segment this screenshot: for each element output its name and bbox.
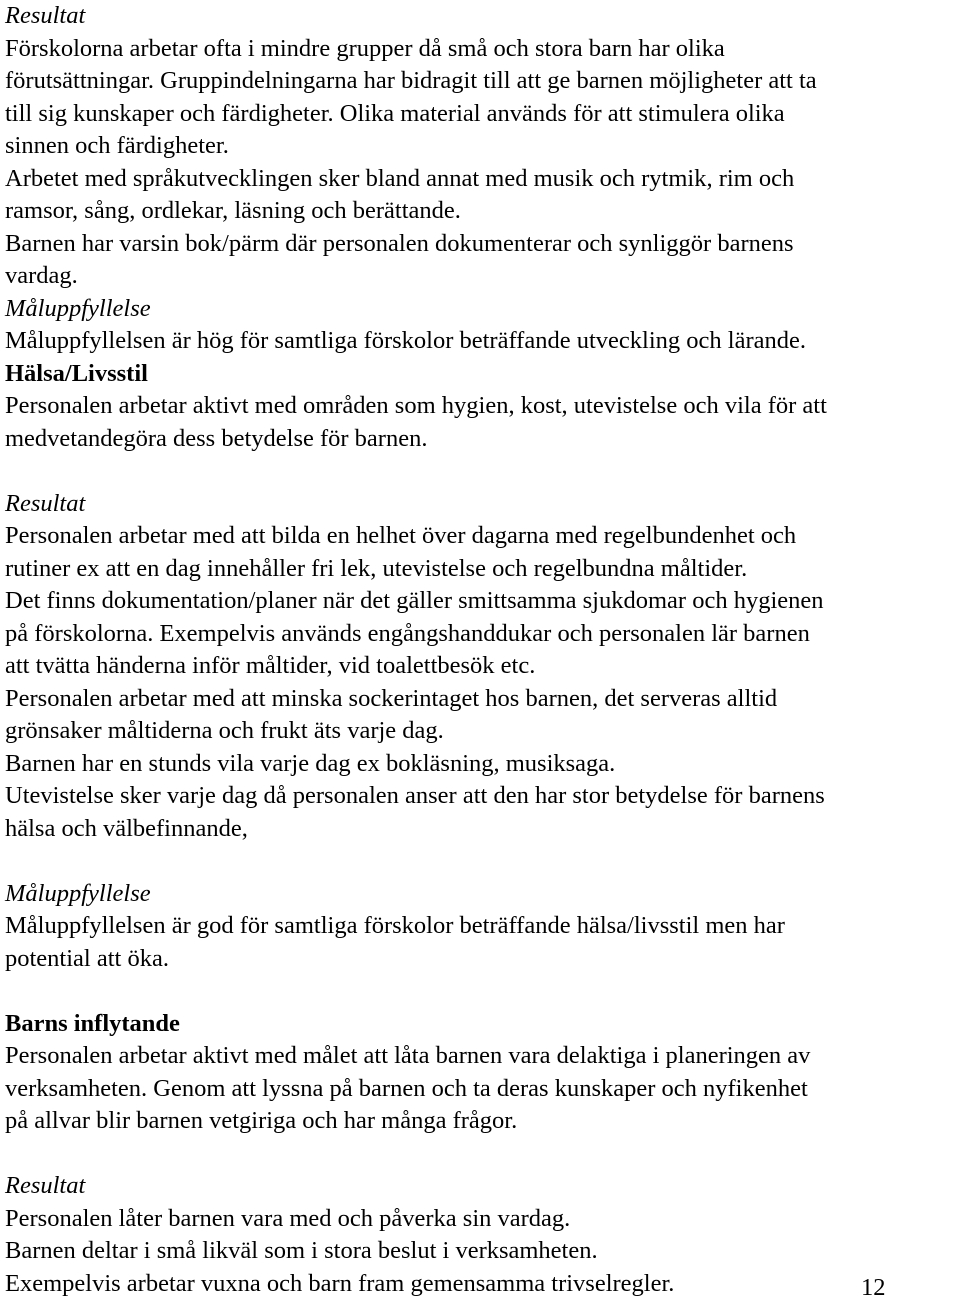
body-line: Det finns dokumentation/planer när det gäller smittsamma sjukdomar och hygienen <box>5 587 824 614</box>
blank-line <box>5 455 957 488</box>
body-line: Personalen arbetar aktivt med målet att låta barnen vara delaktiga i planeringen av <box>5 1042 811 1069</box>
body-line: på allvar blir barnen vetgiriga och har många frågor. <box>5 1107 518 1134</box>
subheading-resultat: Resultat <box>5 2 86 29</box>
body-line: Barnen har varsin bok/pärm där personalen dokumenterar och synliggör barnens <box>5 229 794 257</box>
body-line: Personalen arbetar med att minska sockerintaget hos barnen, det serveras alltid <box>5 684 778 712</box>
body-line: hälsa och välbefinnande, <box>5 814 248 842</box>
page-number: 12 <box>861 1274 886 1301</box>
subheading-maluppfyllelse: Måluppfyllelse <box>5 879 151 907</box>
subheading-maluppfyllelse: Måluppfyllelse <box>5 294 151 322</box>
subheading-resultat: Resultat <box>5 1172 86 1199</box>
section-heading-barns-inflytande: Barns inflytande <box>5 1009 180 1037</box>
body-line: potential att öka. <box>5 944 169 972</box>
body-line: Arbetet med språkutvecklingen sker bland annat med musik och rytmik, rim och <box>5 164 795 192</box>
body-line: Utevistelse sker varje dag då personalen anser att den har stor betydelse för barnens <box>5 782 825 809</box>
body-line: rutiner ex att en dag innehåller fri lek, utevistelse och regelbundna måltider. <box>5 554 748 582</box>
body-line: ramsor, sång, ordlekar, läsning och berättande. <box>5 197 461 224</box>
body-line: Måluppfyllelsen är hög för samtliga förskolor beträffande utveckling och lärande. <box>5 327 806 354</box>
body-line: medvetandegöra dess betydelse för barnen. <box>5 424 428 452</box>
section-heading-halsa-livsstil: Hälsa/Livsstil <box>5 359 148 387</box>
body-line: verksamheten. Genom att lyssna på barnen och ta deras kunskaper och nyfikenhet <box>5 1074 808 1102</box>
body-line: att tvätta händerna inför måltider, vid toalettbesök etc. <box>5 652 536 679</box>
body-line: Exempelvis arbetar vuxna och barn fram gemensamma trivselregler. <box>5 1269 675 1297</box>
body-line: vardag. <box>5 262 78 289</box>
body-line: Personalen arbetar med att bilda en helhet över dagarna med regelbundenhet och <box>5 522 797 549</box>
body-line: Måluppfyllelsen är god för samtliga förskolor beträffande hälsa/livsstil men har <box>5 912 785 939</box>
body-line: på förskolorna. Exempelvis används engångshanddukar och personalen lär barnen <box>5 619 810 647</box>
body-line: Personalen arbetar aktivt med områden som hygien, kost, utevistelse och vila för att <box>5 392 827 419</box>
blank-line <box>5 845 957 878</box>
document-body <box>5 0 957 1300</box>
body-line: Personalen låter barnen vara med och påverka sin vardag. <box>5 1204 571 1232</box>
body-line: sinnen och färdigheter. <box>5 132 229 159</box>
body-line: Förskolorna arbetar ofta i mindre grupper då små och stora barn har olika <box>5 34 725 62</box>
body-line: till sig kunskaper och färdigheter. Olika material används för att stimulera olika <box>5 99 785 127</box>
blank-line <box>5 975 957 1008</box>
body-line: Barnen deltar i små likväl som i stora beslut i verksamheten. <box>5 1237 598 1264</box>
subheading-resultat: Resultat <box>5 489 86 517</box>
body-line: grönsaker måltiderna och frukt äts varje dag. <box>5 717 444 744</box>
blank-line <box>5 1138 957 1171</box>
body-line: förutsättningar. Gruppindelningarna har bidragit till att ge barnen möjligheter att ta <box>5 67 817 94</box>
body-line: Barnen har en stunds vila varje dag ex bokläsning, musiksaga. <box>5 749 616 777</box>
